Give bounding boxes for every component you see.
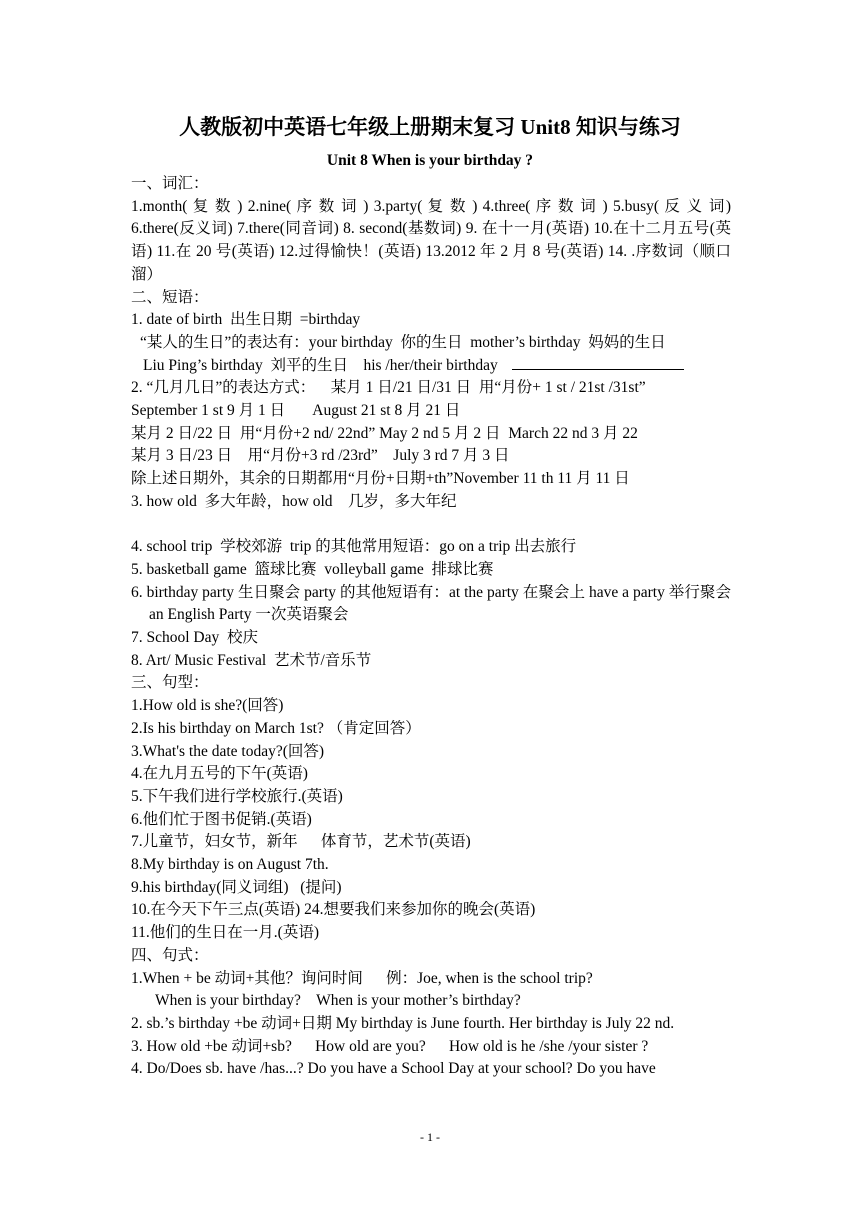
section-heading-patterns: 四、句式： — [131, 946, 209, 964]
phrase-text: Liu Ping’s birthday 刘平的生日 his /her/their birthday — [143, 356, 498, 374]
phrase-line: 除上述日期外，其余的日期都用“月份+日期+th”November 11 th 11 月 11 日 — [131, 470, 630, 488]
phrase-line: 7. School Day 校庆 — [131, 629, 259, 647]
sentence-line: 1.How old is she?(回答) — [131, 697, 284, 715]
page-subtitle: Unit 8 When is your birthday ? — [326, 152, 534, 169]
page-number: - 1 - — [420, 1130, 440, 1144]
phrase-line-with-blank — [131, 355, 731, 378]
sentence-line: 9.his birthday(同义词组) (提问) — [131, 878, 342, 896]
phrase-line: 2. “几月几日”的表达方式： 某月 1 日/21 日/31 日 用“月份+ 1 st / 21st /31st” — [131, 379, 646, 397]
sentence-line: 10.在今天下午三点(英语) 24.想要我们来参加你的晚会(英语) — [131, 901, 536, 919]
sentence-line: 11.他们的生日在一月.(英语) — [131, 924, 319, 942]
phrase-line: 6. birthday party 生日聚会 party 的其他短语有：at the party 在聚会上 have a party 举行聚会 an English Party 一次英语聚会 — [131, 583, 731, 624]
pattern-line: 1.When + be 动词+其他？询问时间 例：Joe, when is the school trip? — [131, 969, 593, 987]
phrase-line: 5. basketball game 篮球比赛 volleyball game 排球比赛 — [131, 560, 494, 578]
section-heading-sentences: 三、句型： — [131, 674, 209, 692]
phrase-line: 3. how old 多大年龄，how old 几岁，多大年纪 — [131, 492, 457, 510]
phrase-line: September 1 st 9 月 1 日 August 21 st 8 月 21 日 — [131, 402, 461, 420]
phrase-line: 某月 2 日/22 日 用“月份+2 nd/ 22nd” May 2 nd 5 月 2 日 March 22 nd 3 月 22 — [131, 424, 638, 442]
phrase-line: 1. date of birth 出生日期 =birthday — [131, 311, 361, 329]
section-heading-phrases: 二、短语： — [131, 288, 209, 306]
pattern-line: 4. Do/Does sb. have /has...? Do you have a School Day at your school? Do you have — [131, 1060, 656, 1078]
phrase-line: 4. school trip 学校郊游 trip 的其他常用短语：go on a trip 出去旅行 — [131, 538, 577, 556]
sentence-line: 4.在九月五号的下午(英语) — [131, 765, 308, 783]
sentence-line: 2.Is his birthday on March 1st? （肯定回答） — [131, 719, 421, 737]
pattern-line: 3. How old +be 动词+sb? How old are you? How old is he /she /your sister ? — [131, 1037, 649, 1055]
section-heading-vocab: 一、词汇： — [131, 175, 209, 192]
sentence-line: 8.My birthday is on August 7th. — [131, 856, 329, 874]
sentence-line: 5.下午我们进行学校旅行.(英语) — [131, 787, 343, 805]
sentence-line: 3.What's the date today?(回答) — [131, 742, 325, 760]
phrase-line: 8. Art/ Music Festival 艺术节/音乐节 — [131, 651, 372, 669]
answer-blank — [512, 355, 684, 370]
phrase-line: 某月 3 日/23 日 用“月份+3 rd /23rd” July 3 rd 7 月 3 日 — [131, 447, 510, 465]
sentence-line: 7.儿童节，妇女节，新年 体育节，艺术节(英语) — [131, 833, 471, 851]
page-title: 人教版初中英语七年级上册期末复习 Unit8 知识与练习 — [179, 115, 681, 139]
pattern-line: When is your birthday? When is your mother’s birthday? — [155, 992, 521, 1010]
sentence-line: 6.他们忙于图书促销.(英语) — [131, 810, 312, 828]
phrase-line: “某人的生日”的表达有：your birthday 你的生日 mother’s birthday 妈妈的生日 — [140, 333, 666, 351]
vocab-paragraph: 1.month( 复 数 ) 2.nine( 序 数 词 ) 3.party( 复 数 ) 4.three( 序 数 词 ) 5.busy( 反 义 词) 6.there(反义词) 7.there(同音词) 8. second(基数词) 9. 在十一月(英语) 10.在十二月五号(英语) 11.在 20 号(英语) 12.过得愉快！(英语) 13.2012 年 2 月 8 号(英语) 14. .序数词（顺口溜） — [131, 197, 731, 283]
blank-line — [131, 514, 731, 537]
document-body — [131, 173, 731, 1081]
pattern-line: 2. sb.’s birthday +be 动词+日期 My birthday is June fourth. Her birthday is July 22 nd. — [131, 1015, 675, 1032]
